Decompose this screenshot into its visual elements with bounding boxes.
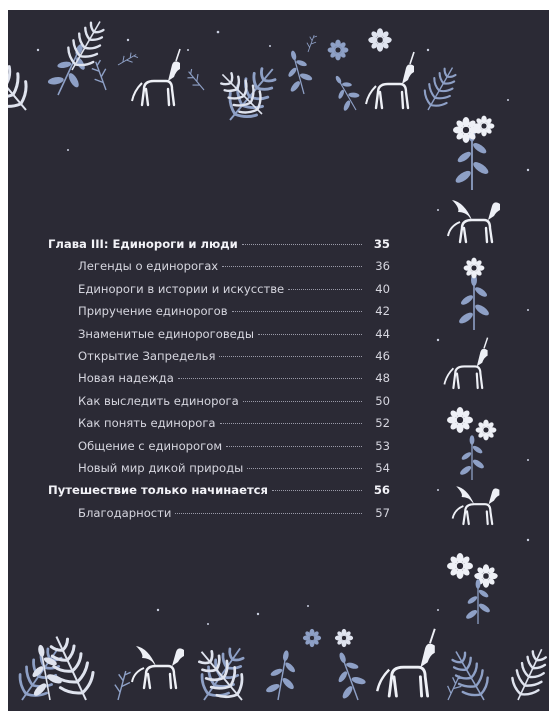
toc-entry[interactable] <box>48 345 390 367</box>
dot-leader <box>243 401 362 402</box>
toc-entry-title: Знаменитые единороговеды <box>78 326 254 341</box>
fern-icon <box>60 14 113 77</box>
toc-entry[interactable] <box>48 457 390 479</box>
unicorn-icon <box>366 52 414 108</box>
winged-unicorn-icon <box>453 486 500 524</box>
toc-entry[interactable] <box>48 323 390 345</box>
right-ornament-column <box>444 116 500 624</box>
toc-entry-title: Общение с единорогом <box>78 438 223 453</box>
toc-page-number: 50 <box>375 393 390 408</box>
toc-entry-title: Новая надежда <box>78 371 174 386</box>
toc-entry-title: Приручение единорогов <box>78 304 228 319</box>
flower-icon <box>447 407 473 433</box>
toc-page-number: 53 <box>375 438 390 453</box>
leaf-branch-icon <box>457 274 490 330</box>
unicorn-icon <box>377 629 435 696</box>
toc-entry-title: Легенды о единорогах <box>78 259 219 274</box>
toc-entry-title: Открытие Запределья <box>78 348 216 363</box>
toc-entry-title: Новый мир дикой природы <box>78 460 244 475</box>
toc-entry-title: Как понять единорога <box>78 416 216 431</box>
toc-page-number: 48 <box>375 371 390 386</box>
leaf-branch-icon <box>89 59 112 92</box>
fern-icon <box>505 643 549 706</box>
toc-page-number: 44 <box>375 326 390 341</box>
flower-icon <box>453 117 479 143</box>
toc-page-number: 46 <box>375 348 390 363</box>
dot-leader <box>226 446 362 447</box>
leaf-branch-icon <box>327 648 372 706</box>
dot-leader <box>219 356 362 357</box>
fern-icon <box>189 641 254 710</box>
leaf-branch-icon <box>326 70 366 116</box>
toc-entry[interactable] <box>48 255 390 277</box>
bottom-ornament-band <box>9 629 549 711</box>
leaf-branch-icon <box>459 435 485 480</box>
flower-icon <box>303 629 321 647</box>
book-page <box>8 10 549 711</box>
flower-icon <box>368 28 391 51</box>
toc-entry-title: Как выследить единорога <box>78 393 239 408</box>
leaf-branch-icon <box>263 648 301 703</box>
flower-icon <box>476 420 497 441</box>
toc-page-number: 35 <box>373 237 390 251</box>
toc-entry[interactable] <box>48 412 390 434</box>
fern-icon <box>191 639 254 709</box>
toc-page-number: 52 <box>375 416 390 431</box>
leaf-branch-icon <box>43 37 97 102</box>
toc-entry[interactable] <box>48 390 390 412</box>
top-ornament-band <box>8 14 463 131</box>
flower-icon <box>447 553 473 579</box>
flower-icon <box>335 629 353 647</box>
leaf-branch-icon <box>280 47 317 97</box>
dot-leader <box>288 289 362 290</box>
flower-icon <box>474 116 495 137</box>
unicorn-icon <box>444 338 487 388</box>
leaf-branch-icon <box>116 50 139 69</box>
dot-leader <box>222 266 362 267</box>
toc-entry-title: Благодарности <box>78 505 172 520</box>
fern-icon <box>444 644 497 707</box>
toc-entry-title: Глава III: Единороги и люди <box>48 237 238 251</box>
toc-entry-chapter[interactable] <box>48 479 390 501</box>
toc-entry[interactable] <box>48 300 390 322</box>
winged-unicorn-icon <box>448 200 500 242</box>
winged-unicorn-icon <box>132 646 184 688</box>
leaf-branch-icon <box>184 68 208 94</box>
toc-entry[interactable] <box>48 435 390 457</box>
toc-entry[interactable] <box>48 278 390 300</box>
flower-icon <box>464 258 485 279</box>
toc-page-number: 40 <box>375 281 390 296</box>
toc-page-number: 56 <box>373 483 390 498</box>
dot-leader <box>220 423 362 424</box>
dot-leader <box>272 490 362 491</box>
toc-entry-title: Путешествие только начинается <box>48 483 268 498</box>
toc-entry[interactable] <box>48 367 390 389</box>
toc-page-number: 57 <box>375 505 390 520</box>
toc-page-number: 36 <box>375 259 390 274</box>
flower-icon <box>328 40 349 61</box>
toc-entry[interactable] <box>48 502 390 524</box>
fern-icon <box>8 45 40 122</box>
dot-leader <box>258 334 362 335</box>
toc-page-number: 54 <box>375 460 390 475</box>
dot-leader <box>242 244 362 245</box>
table-of-contents <box>48 233 390 524</box>
leaf-branch-icon <box>304 34 318 54</box>
dot-leader <box>175 513 362 514</box>
toc-entry-title: Единороги в истории и искусстве <box>78 281 285 296</box>
leaf-branch-icon <box>111 669 132 702</box>
dot-leader <box>247 468 362 469</box>
fern-icon <box>417 61 463 116</box>
fern-icon <box>217 58 286 131</box>
dot-leader <box>232 311 362 312</box>
dot-leader <box>178 378 362 379</box>
toc-entry-chapter[interactable] <box>48 233 390 255</box>
unicorn-icon <box>132 49 180 105</box>
toc-page-number: 42 <box>375 304 390 319</box>
